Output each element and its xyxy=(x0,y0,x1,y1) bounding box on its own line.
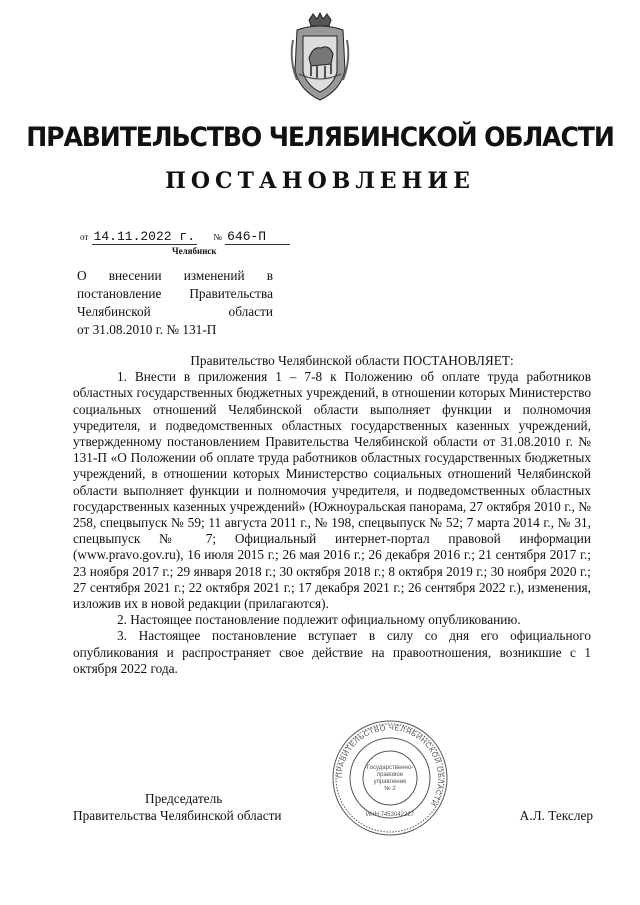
document-subject xyxy=(77,267,273,339)
document-date: 14.11.2022 г. xyxy=(93,229,195,244)
document-body xyxy=(73,353,591,677)
signer-position-line2: Правительства Челябинской области xyxy=(73,808,282,823)
number-prefix: № xyxy=(213,232,222,242)
signature-block xyxy=(73,790,593,830)
clause-2: 2. Настоящее постановление подлежит официальному опубликованию. xyxy=(117,612,521,628)
preamble: Правительство Челябинской области ПОСТАНОВЛЯЕТ: xyxy=(190,353,514,368)
subject-line: постановление Правительства xyxy=(77,286,273,301)
stamp-ring-text: ПРАВИТЕЛЬСТВО ЧЕЛЯБИНСКОЙ ОБЛАСТИ xyxy=(334,722,446,808)
clause-3: 3. Настоящее постановление вступает в силу со дня его официального опубликования и распространяет свое действие на правоотношения, возникшие с 1 октября 2022 года. xyxy=(73,628,591,676)
stamp-inner-text: № 2 xyxy=(384,786,396,792)
document-type-heading: ПОСТАНОВЛЕНИЕ xyxy=(165,168,475,194)
subject-line: О внесении изменений в xyxy=(77,268,273,283)
subject-line: от 31.08.2010 г. № 131-П xyxy=(77,322,217,337)
stamp-inner-text: управление xyxy=(373,779,407,785)
date-prefix: от xyxy=(80,232,89,242)
document-date-number xyxy=(80,228,290,244)
stamp-inner-text: правовое xyxy=(376,772,404,778)
clause-1: 1. Внести в приложения 1 – 7-8 к Положению об оплате труда работников областных государственных бюджетных учреждений, в отношении которых Министерство социальных отношений Челябинской области выполняет функции и полномочия учредителя, и подведомственных областных государственных казенных учреждений, утвержденному постановлением Правительства Челябинской области от 31.08.2010 г. № 131-П «О Положении об оплате труда работников областных государственных бюджетных учреждений, в отношении которых Министерство социальных отношений Челябинской области выполняет функции и полномочия учредителя, и подведомственных областных государственных казенных учреждений» (Южноуральская панорама, 27 октября 2010 г., № 258, спецвыпуск № 59; 11 августа 2011 г., № 198, спецвыпуск № 52; 7 марта 2014 г., № 31, спецвыпуск № 7; Официальный интернет-портал правовой информации (www.pravo.gov.ru), 16 июля 2015 г.; 26 мая 2016 г.; 26 декабря 2016 г.; 21 сентября 2017 г.; 23 ноября 2017 г.; 29 января 2018 г.; 30 октября 2018 г.; 8 октября 2019 г.; 30 ноября 2020 г.; 27 сентября 2021 г.; 22 октября 2021 г.; 17 декабря 2021 г.; 26 сентября 2022 г.), изменения, изложив их в новой редакции (прилагаются). xyxy=(73,369,591,612)
signer-position-line1: Председатель xyxy=(145,791,223,806)
signer-name: А.Л. Текслер xyxy=(519,808,593,823)
coat-of-arms-emblem xyxy=(289,10,351,104)
stamp-inner-text: Государственно- xyxy=(366,765,414,771)
city-label: Челябинск xyxy=(172,246,217,256)
stamp-ids: ИНН 7453042227 xyxy=(365,812,415,818)
subject-line: Челябинской области xyxy=(77,304,273,319)
document-number: 646-П xyxy=(225,229,290,245)
organization-title: ПРАВИТЕЛЬСТВО ЧЕЛЯБИНСКОЙ ОБЛАСТИ xyxy=(26,122,614,153)
